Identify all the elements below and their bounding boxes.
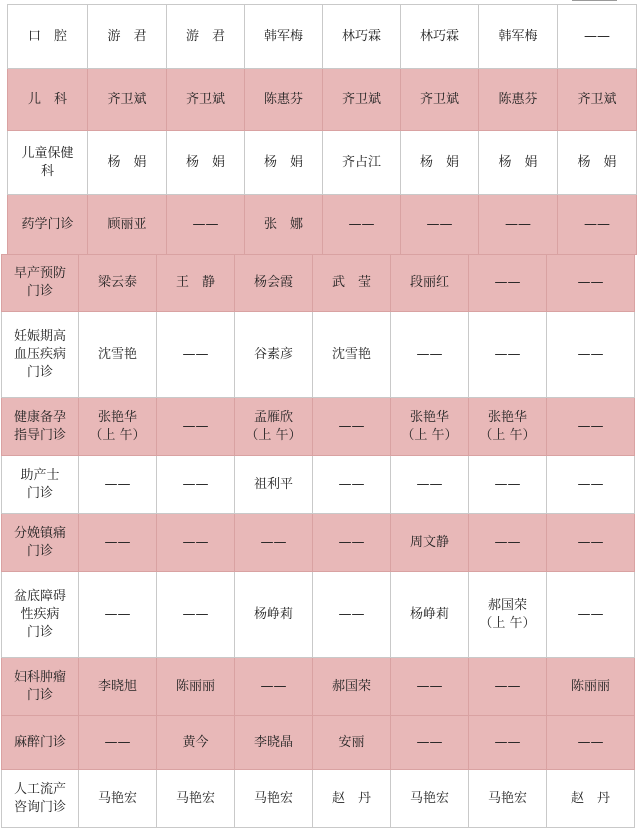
doctor-cell: —— <box>157 456 235 514</box>
doctor-cell: 武 莹 <box>313 255 391 312</box>
clinic-name-cell: 麻醉门诊 <box>2 716 79 770</box>
doctor-cell: —— <box>547 456 635 514</box>
clinic-name-cell: 分娩镇痛 门诊 <box>2 514 79 572</box>
doctor-cell: —— <box>469 456 547 514</box>
doctor-cell: 齐卫斌 <box>88 69 167 131</box>
table-row <box>2 255 635 312</box>
doctor-cell: 杨会霞 <box>235 255 313 312</box>
clinic-name-cell: 妇科肿瘤 门诊 <box>2 658 79 716</box>
doctor-cell: 齐卫斌 <box>323 69 401 131</box>
table-row <box>2 572 635 658</box>
doctor-cell: —— <box>401 195 479 255</box>
doctor-cell: —— <box>235 658 313 716</box>
doctor-cell: 谷素彦 <box>235 312 313 398</box>
schedule-table-top <box>7 4 637 255</box>
doctor-cell: 齐卫斌 <box>401 69 479 131</box>
schedule-table-bottom <box>1 254 635 828</box>
clinic-name-cell: 药学门诊 <box>8 195 88 255</box>
clinic-name-cell: 儿 科 <box>8 69 88 131</box>
doctor-cell: —— <box>547 572 635 658</box>
doctor-cell: 陈丽丽 <box>157 658 235 716</box>
doctor-cell: —— <box>157 572 235 658</box>
clinic-name-cell: 盆底障碍 性疾病 门诊 <box>2 572 79 658</box>
doctor-cell: 李晓旭 <box>79 658 157 716</box>
doctor-cell: 杨 娟 <box>88 131 167 195</box>
doctor-cell: —— <box>547 398 635 456</box>
table-row <box>2 456 635 514</box>
doctor-cell: 沈雪艳 <box>79 312 157 398</box>
doctor-cell: 郝国荣 （上 午） <box>469 572 547 658</box>
doctor-cell: —— <box>157 398 235 456</box>
doctor-cell: 杨 娟 <box>558 131 637 195</box>
doctor-cell: —— <box>313 572 391 658</box>
doctor-cell: 张 娜 <box>245 195 323 255</box>
doctor-cell: 杨峥莉 <box>235 572 313 658</box>
doctor-cell: —— <box>547 255 635 312</box>
doctor-cell: —— <box>391 658 469 716</box>
doctor-cell: 林巧霖 <box>323 5 401 69</box>
doctor-cell: 杨 娟 <box>401 131 479 195</box>
clinic-name-cell: 健康备孕 指导门诊 <box>2 398 79 456</box>
doctor-cell: 祖利平 <box>235 456 313 514</box>
doctor-cell: 游 君 <box>167 5 245 69</box>
doctor-cell: —— <box>547 514 635 572</box>
doctor-cell: —— <box>313 456 391 514</box>
table-row <box>2 716 635 770</box>
table-row <box>2 658 635 716</box>
doctor-cell: 韩军梅 <box>479 5 558 69</box>
doctor-cell: 沈雪艳 <box>313 312 391 398</box>
doctor-cell: —— <box>391 312 469 398</box>
doctor-cell: —— <box>79 456 157 514</box>
doctor-cell: —— <box>79 716 157 770</box>
doctor-cell: 赵 丹 <box>313 770 391 828</box>
top-rule <box>572 0 617 1</box>
doctor-cell: —— <box>547 716 635 770</box>
doctor-cell: 陈丽丽 <box>547 658 635 716</box>
doctor-cell: —— <box>469 255 547 312</box>
doctor-cell: 周文静 <box>391 514 469 572</box>
doctor-cell: —— <box>157 514 235 572</box>
doctor-cell: 陈惠芬 <box>479 69 558 131</box>
doctor-cell: 张艳华 （上 午） <box>391 398 469 456</box>
doctor-cell: —— <box>79 514 157 572</box>
doctor-cell: 杨 娟 <box>167 131 245 195</box>
doctor-cell: 李晓晶 <box>235 716 313 770</box>
doctor-cell: 杨峥莉 <box>391 572 469 658</box>
clinic-name-cell: 妊娠期高 血压疾病 门诊 <box>2 312 79 398</box>
doctor-cell: 齐卫斌 <box>167 69 245 131</box>
doctor-cell: 齐占江 <box>323 131 401 195</box>
clinic-name-cell: 口 腔 <box>8 5 88 69</box>
doctor-cell: 韩军梅 <box>245 5 323 69</box>
doctor-cell: —— <box>157 312 235 398</box>
doctor-cell: —— <box>558 5 637 69</box>
doctor-cell: 林巧霖 <box>401 5 479 69</box>
doctor-cell: —— <box>391 716 469 770</box>
doctor-cell: 马艳宏 <box>157 770 235 828</box>
doctor-cell: 杨 娟 <box>479 131 558 195</box>
doctor-cell: 张艳华 （上 午） <box>79 398 157 456</box>
table-row <box>2 398 635 456</box>
doctor-cell: —— <box>235 514 313 572</box>
doctor-cell: 马艳宏 <box>469 770 547 828</box>
doctor-cell: 郝国荣 <box>313 658 391 716</box>
doctor-cell: —— <box>469 312 547 398</box>
doctor-cell: 马艳宏 <box>235 770 313 828</box>
doctor-cell: —— <box>547 312 635 398</box>
table-row <box>8 131 637 195</box>
doctor-cell: 杨 娟 <box>245 131 323 195</box>
table-row <box>8 69 637 131</box>
doctor-cell: 张艳华 （上 午） <box>469 398 547 456</box>
doctor-cell: —— <box>313 514 391 572</box>
doctor-cell: —— <box>469 514 547 572</box>
doctor-cell: —— <box>469 716 547 770</box>
doctor-cell: 安丽 <box>313 716 391 770</box>
doctor-cell: —— <box>313 398 391 456</box>
table-row <box>2 514 635 572</box>
doctor-cell: 游 君 <box>88 5 167 69</box>
clinic-name-cell: 早产预防 门诊 <box>2 255 79 312</box>
doctor-cell: 孟雁欣 （上 午） <box>235 398 313 456</box>
doctor-cell: —— <box>391 456 469 514</box>
doctor-cell: —— <box>323 195 401 255</box>
doctor-cell: 陈惠芬 <box>245 69 323 131</box>
clinic-name-cell: 助产士 门诊 <box>2 456 79 514</box>
doctor-cell: 赵 丹 <box>547 770 635 828</box>
doctor-cell: 马艳宏 <box>79 770 157 828</box>
doctor-cell: —— <box>469 658 547 716</box>
doctor-cell: 梁云泰 <box>79 255 157 312</box>
doctor-cell: 王 静 <box>157 255 235 312</box>
table-row <box>2 770 635 828</box>
doctor-cell: —— <box>79 572 157 658</box>
doctor-cell: 马艳宏 <box>391 770 469 828</box>
clinic-name-cell: 人工流产 咨询门诊 <box>2 770 79 828</box>
table-row <box>8 5 637 69</box>
doctor-cell: 段丽红 <box>391 255 469 312</box>
doctor-cell: —— <box>479 195 558 255</box>
table-row <box>2 312 635 398</box>
doctor-cell: 黄今 <box>157 716 235 770</box>
doctor-cell: 齐卫斌 <box>558 69 637 131</box>
doctor-cell: 顾丽亚 <box>88 195 167 255</box>
table-row <box>8 195 637 255</box>
doctor-cell: —— <box>558 195 637 255</box>
doctor-cell: —— <box>167 195 245 255</box>
clinic-name-cell: 儿童保健 科 <box>8 131 88 195</box>
